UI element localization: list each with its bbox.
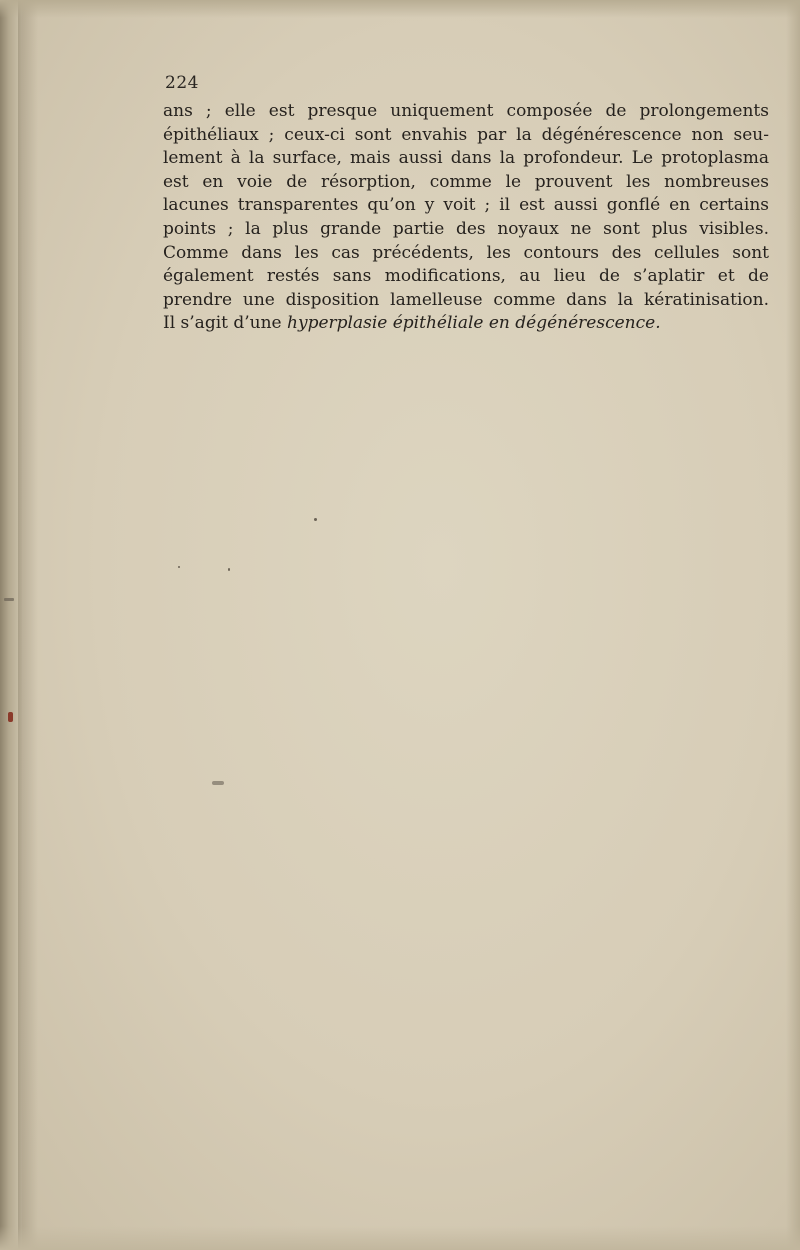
text-line: également restés sans modifications, au lieu de s’aplatir et de [163, 266, 769, 287]
ink-speck [228, 568, 230, 571]
text-line: ans ; elle est presque uniquement composée de prolongements [163, 101, 769, 121]
body-paragraph [163, 100, 769, 336]
text-line: prendre une disposition lamelleuse comme dans la kératinisation. [163, 289, 769, 310]
ink-speck [4, 598, 14, 601]
ink-speck [212, 781, 224, 785]
text-line: lement à la surface, mais aussi dans la profondeur. Le protoplasma [163, 148, 769, 169]
text-line: est en voie de résorption, comme le prouvent les nombreuses [163, 171, 769, 192]
page-top-edge [0, 0, 800, 18]
page-right-edge [786, 0, 800, 1250]
text-line: lacunes transparentes qu’on y voit ; il est aussi gonflé en certains [163, 195, 769, 216]
italic-phrase: hyperplasie épithéliale en dégénérescence. [287, 313, 661, 334]
text-line-last [163, 312, 769, 336]
page-gutter-shadow [18, 0, 38, 1250]
page-bottom-edge [0, 1226, 800, 1250]
page-number: 224 [165, 73, 199, 93]
text-line-prefix: Il s’agit d’une [163, 313, 288, 334]
text-line: points ; la plus grande partie des noyaux ne sont plus visibles. [163, 218, 769, 239]
ink-speck [314, 518, 317, 521]
text-line: épithéliaux ; ceux-ci sont envahis par la dégénérescence non seu- [163, 124, 769, 145]
ink-speck [178, 566, 180, 568]
ink-speck [8, 712, 13, 722]
text-line: Comme dans les cas précédents, les contours des cellules sont [163, 242, 769, 263]
